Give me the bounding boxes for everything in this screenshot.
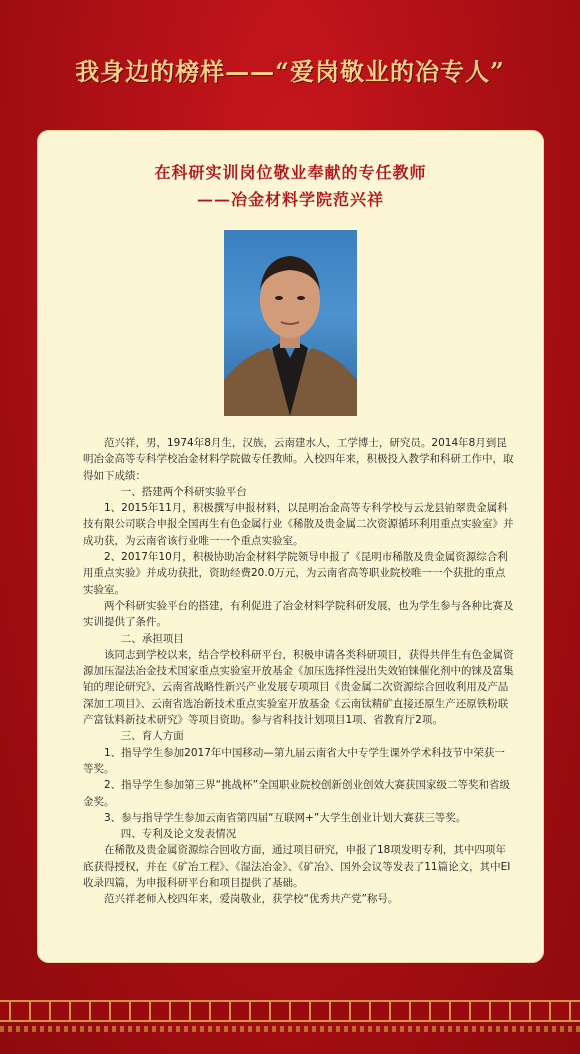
portrait-photo	[224, 230, 357, 416]
paragraph: 2、指导学生参加第三界“挑战杯”全国职业院校创新创业创效大赛获国家级二等奖和省级金奖。	[83, 779, 511, 808]
content-panel	[37, 130, 544, 963]
section-heading: 三、育人方面	[120, 730, 184, 743]
paragraph-closing: 范兴祥老师入校四年来，爱岗敬业，获学校“优秀共产党”称号。	[104, 893, 399, 906]
paragraph: 该同志到学校以来，结合学校科研平台，积极申请各类科研项目，获得共伴生有色金属资源加压湿法冶金技术国家重点实验室开放基金《加压选择性浸出失效铂铼催化剂中的铼及富集铂的理论研究》、云南省战略性新兴产业发展专项项目《贵金属二次资源综合回收利用及产品深加工项目》、云南省选冶新技术重点实验室开放基金《云南钛精矿直接还原生产还原铁粉联产富钛料新技术研究》等项目资助。参与省科技计划项目1项、省教育厅2项。	[83, 648, 514, 727]
paragraph: 2、2017年10月，积极协助冶金材料学院领导申报了《昆明市稀散及贵金属资源综合利用重点实验》并成功获批，资助经费20.0万元，为云南省高等职业院校唯一一个获批的重点实验室。	[83, 551, 508, 596]
headline-subtitle: ——冶金材料学院范兴祥	[196, 190, 384, 209]
paragraph-intro: 范兴祥，男，1974年8月生，汉族，云南建水人，工学博士，研究员。2014年8月到昆明冶金高等专科学校冶金材料学院做专任教师。入校四年来，积极投入教学和科研工作中，取得如下成绩：	[83, 437, 514, 482]
paragraph: 1、指导学生参加2017年中国移动—第九届云南省大中专学生课外学术科技节中荣获一等奖。	[83, 746, 505, 775]
paragraph: 两个科研实验平台的搭建，有利促进了冶金材料学院科研发展，也为学生参与各种比赛及实训提供了条件。	[83, 599, 514, 629]
section-heading: 二、承担项目	[120, 632, 184, 645]
paragraph: 3、参与指导学生参加云南省第四届“互联网+”大学生创业计划大赛获三等奖。	[104, 811, 467, 824]
section-heading: 四、专利及论文发表情况	[120, 828, 237, 841]
section-heading: 一、搭建两个科研实验平台	[120, 485, 247, 498]
paragraph: 在稀散及贵金属资源综合回收方面，通过项目研究，申报了18项发明专利，其中四项年底获得授权，并在《矿冶工程》、《湿法冶金》、《矿冶》、国外会议等发表了11篇论文，其中EI收录四篇，为申报科研平台和项目提供了基础。	[83, 844, 511, 890]
article-body	[83, 435, 515, 908]
banner-title: 我身边的榜样——“爱岗敬业的冶专人”	[75, 57, 505, 86]
headline-title: 在科研实训岗位敬业奉献的专任教师	[154, 163, 427, 182]
paragraph: 1、2015年11月，积极撰写申报材料，以昆明冶金高等专科学校与云龙县铂翠贵金属科技有限公司联合申报全国再生有色金属行业《稀散及贵金属二次资源循环利用重点实验室》并成功获，为云南省该行业唯一一个重点实验室。	[83, 502, 514, 547]
decorative-border-lower	[0, 1026, 580, 1032]
decorative-border	[0, 1000, 580, 1022]
